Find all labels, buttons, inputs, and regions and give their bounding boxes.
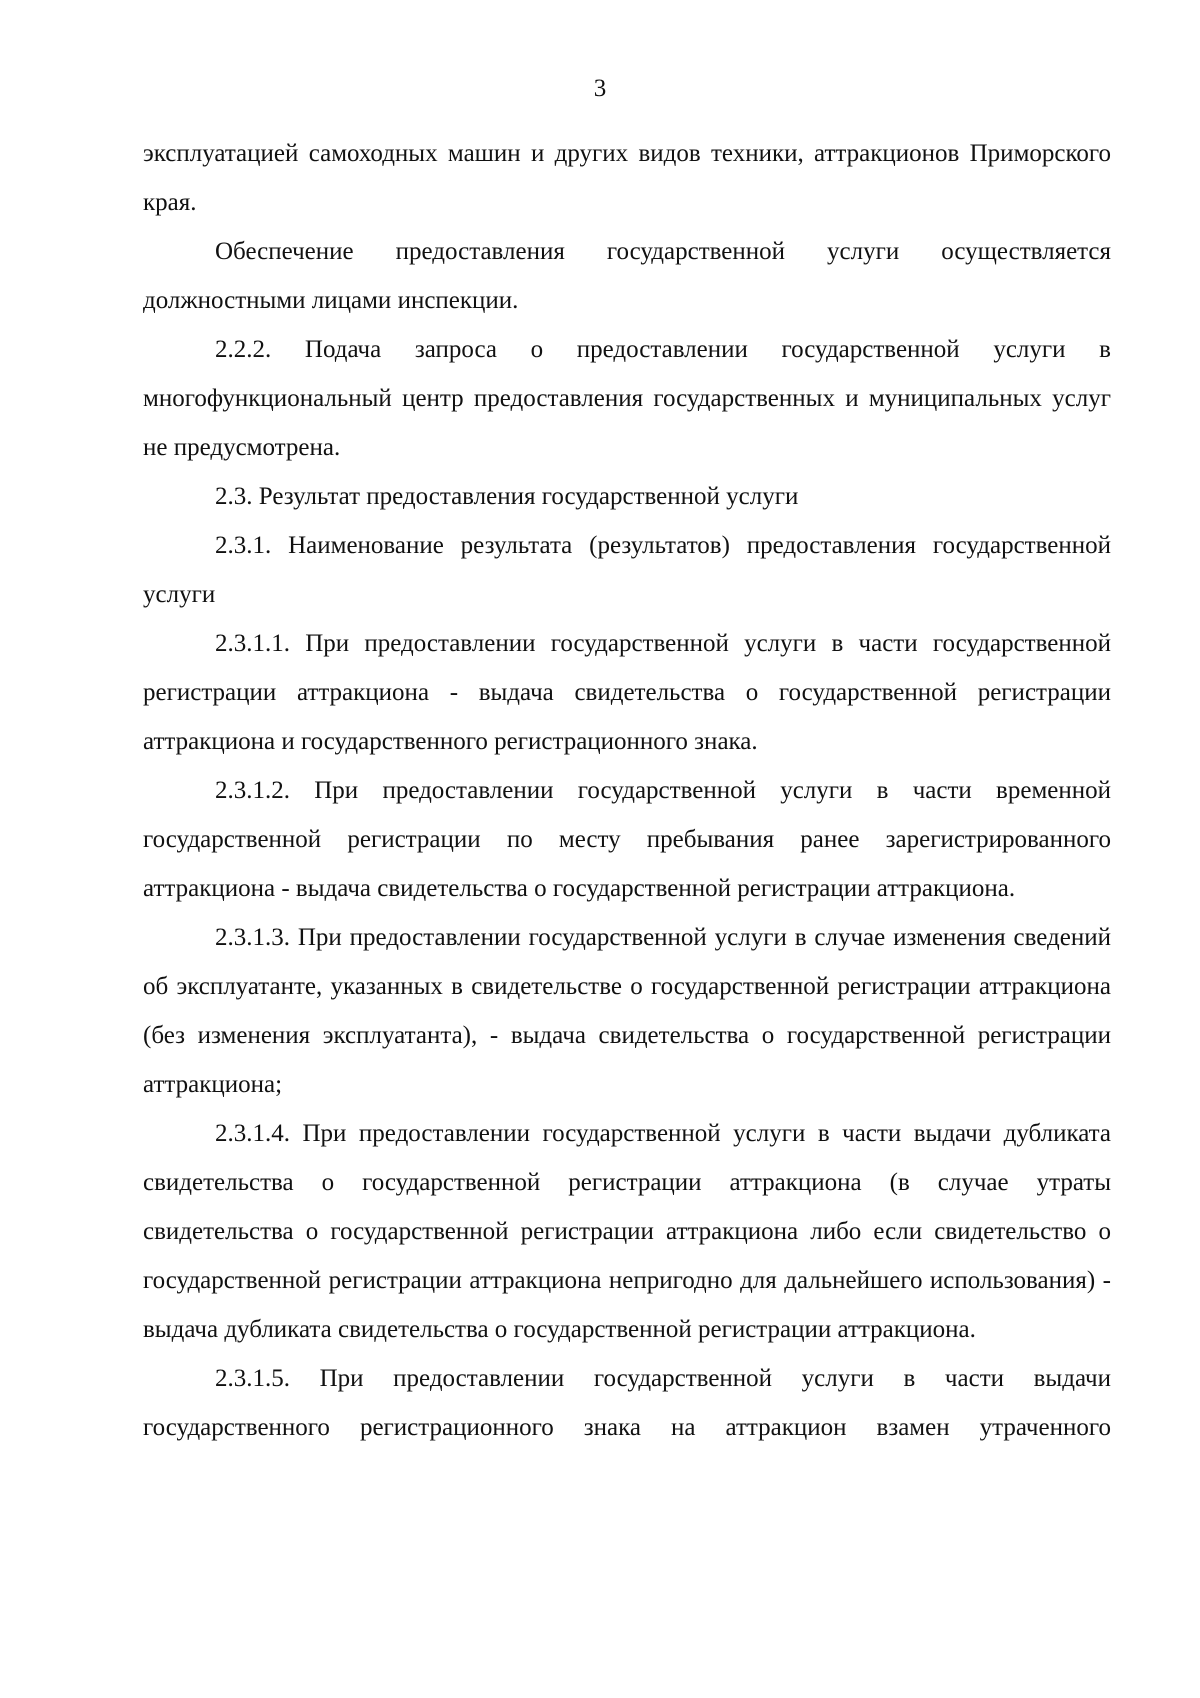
paragraph-5: 2.3.1. Наименование результата (результатов) предоставления государственной услуги — [143, 532, 1111, 608]
paragraph-3: 2.2.2. Подача запроса о предоставлении государственной услуги в многофункциональный центр предоставления государственных и муниципальных услуг не предусмотрена. — [143, 336, 1111, 461]
paragraph-6: 2.3.1.1. При предоставлении государственной услуги в части государственной регистрации аттракциона - выдача свидетельства о государственной регистрации аттракциона и государственного регистрационного знака. — [143, 630, 1111, 755]
document-body — [143, 129, 1111, 1452]
paragraph-8: 2.3.1.3. При предоставлении государственной услуги в случае изменения сведений об эксплуатанте, указанных в свидетельстве о государственной регистрации аттракциона (без изменения эксплуатанта), - выдача свидетельства о государственной регистрации аттракциона; — [143, 924, 1111, 1098]
paragraph-4: 2.3. Результат предоставления государственной услуги — [215, 483, 799, 510]
paragraph-9: 2.3.1.4. При предоставлении государственной услуги в части выдачи дубликата свидетельства о государственной регистрации аттракциона (в случае утраты свидетельства о государственной регистрации аттракциона либо если свидетельство о государственной регистрации аттракциона непригодно для дальнейшего использования) - выдача дубликата свидетельства о государственной регистрации аттракциона. — [143, 1120, 1111, 1343]
paragraph-7: 2.3.1.2. При предоставлении государственной услуги в части временной государственной регистрации по месту пребывания ранее зарегистрированного аттракциона - выдача свидетельства о государственной регистрации аттракциона. — [143, 777, 1111, 902]
paragraph-2: Обеспечение предоставления государственной услуги осуществляется должностными лицами инспекции. — [143, 238, 1111, 314]
paragraph-1: эксплуатацией самоходных машин и других видов техники, аттракционов Приморского края. — [143, 140, 1111, 216]
paragraph-10: 2.3.1.5. При предоставлении государственной услуги в части выдачи государственного регистрационного знака на аттракцион взамен утраченного — [143, 1365, 1111, 1441]
page-number: 3 — [593, 75, 607, 102]
